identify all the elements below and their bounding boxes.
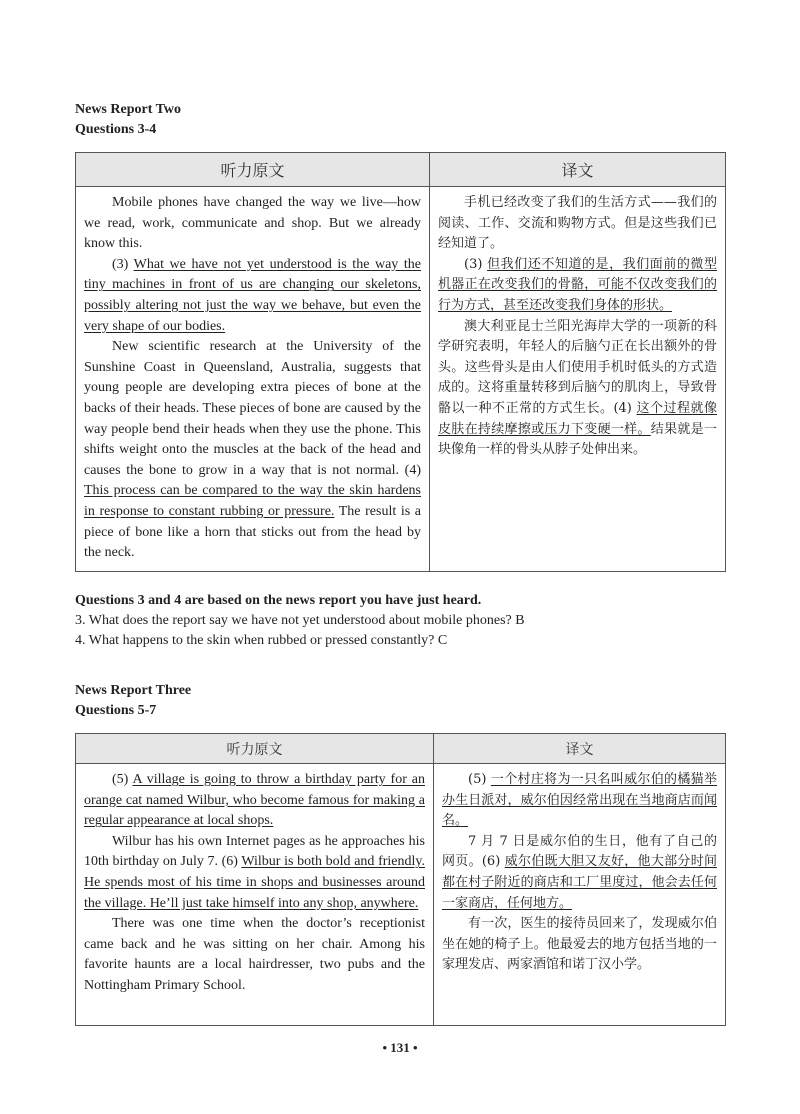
text-run: (5) (468, 772, 491, 787)
underlined-answer-text: 威尔伯既大胆又友好，他大部分时间都在村子附近的商店和工厂里度过，他会去任何一家商店，任何地方。 (442, 854, 717, 911)
paragraph (84, 914, 425, 996)
underlined-answer-text: A village is going to throw a birthday party for an orange cat named Wilbur, who become famous for making a regular appearance at local shops. (84, 772, 425, 829)
text-run: Mobile phones have changed the way we live—how we read, work, communicate and shop. But we already know this. (84, 195, 421, 252)
text-run: (3) (112, 256, 134, 272)
text-run: 澳大利亚昆士兰阳光海岸大学的一项新的科学研究表明，年轻人的后脑勺正在长出额外的骨头。这些骨头是由人们使用手机时低头的方式造成的。这将重量转移到后脑勺的肌肉上，导致骨骼以一种不正常的方式生长。(4) (438, 318, 717, 416)
underlined-answer-text: 这个过程就像皮肤在持续摩擦或压力下变硬一样。 (438, 400, 717, 437)
paragraph (442, 770, 717, 832)
underlined-answer-text: Wilbur is both bold and friendly. He spends most of his time in shops and businesses around the village. He’ll just take himself into any shop, anywhere. (84, 854, 425, 911)
underlined-answer-text: This process can be compared to the way the skin hardens in response to constant rubbing or pressure. (84, 483, 421, 519)
report3-transcript-cell (76, 764, 434, 1026)
paragraph (84, 337, 421, 564)
report3-translation-cell (434, 764, 726, 1026)
report2-title: News Report Two (75, 102, 182, 117)
report3-transcript (76, 764, 433, 1001)
text-run: There was one time when the doctor’s receptionist came back and he was sitting on her chair. Among his favorite haunts are a local hairdresser, two pubs and the Nottingham Primary School. (84, 916, 425, 993)
text-run: Wilbur has his own Internet pages as he approaches his 10th birthday on July 7. (6) (84, 833, 425, 870)
report3-table (75, 733, 726, 1026)
text-run: New scientific research at the University of the Sunshine Coast in Queensland, Australia, suggests that young people are developing extra pieces of bone at the backs of their heads. These pieces of bone are caused by the way people bend their heads when they use the phone. This shifts weight onto the muscles at the back of the head and causes the bone to grow in a way that is not normal. (4) (84, 339, 421, 478)
report2-header-transcript: 听力原文 (76, 153, 430, 187)
questions2-heading: Questions 3 and 4 are based on the news report you have just heard. (75, 593, 482, 608)
report3-subtitle: Questions 5-7 (75, 703, 157, 718)
text-run: The result is a piece of bone like a horn that sticks out from the head by the neck. (84, 503, 421, 561)
report3-translation (434, 764, 725, 980)
text-run: 手机已经改变了我们的生活方式——我们的阅读、工作、交流和购物方式。但是这些我们已经知道了。 (438, 195, 717, 252)
text-run: 有一次，医生的接待员回来了，发现威尔伯坐在她的椅子上。他最爱去的地方包括当地的一家理发店、两家酒馆和诺丁汉小学。 (442, 916, 717, 973)
paragraph (84, 255, 421, 337)
report2-transcript (76, 187, 429, 568)
text-run: 结果就是一块像角一样的骨头从脖子处伸出来。 (438, 421, 717, 458)
page-number: • 131 • (382, 1040, 418, 1055)
text-run: (5) (112, 772, 133, 787)
paragraph (84, 770, 425, 832)
underlined-answer-text: 但我们还不知道的是，我们面前的微型机器正在改变我们的骨骼，可能不仅改变我们的行为方式，甚至还改变我们身体的形状。 (438, 256, 717, 313)
text-run: 7 月 7 日是威尔伯的生日，他有了自己的网页。(6) (442, 833, 717, 870)
report2-header-translation: 译文 (430, 153, 726, 187)
paragraph (438, 255, 717, 317)
question-4: 4. What happens to the skin when rubbed or pressed constantly? C (75, 633, 448, 648)
paragraph (438, 193, 717, 255)
report3-title: News Report Three (75, 683, 192, 698)
report2-table (75, 152, 726, 572)
report2-translation (430, 187, 725, 465)
paragraph (442, 832, 717, 914)
report2-transcript-cell (76, 187, 430, 572)
underlined-answer-text: What we have not yet understood is the way the tiny machines in front of us are changing our skeletons, possibly altering not just the way we behave, but even the very shape of our bodies. (84, 256, 421, 334)
report2-translation-cell (430, 187, 726, 572)
paragraph (84, 832, 425, 914)
question-3: 3. What does the report say we have not yet understood about mobile phones? B (75, 613, 525, 628)
text-run: (3) (464, 256, 488, 272)
paragraph (84, 193, 421, 255)
paragraph (438, 317, 717, 461)
report3-header-transcript: 听力原文 (76, 734, 434, 764)
report2-subtitle: Questions 3-4 (75, 122, 157, 137)
underlined-answer-text: 一个村庄将为一只名叫威尔伯的橘猫举办生日派对，威尔伯因经常出现在当地商店而闻名。 (442, 772, 717, 829)
paragraph (442, 914, 717, 976)
report3-header-translation: 译文 (434, 734, 726, 764)
questions2-block (75, 591, 525, 651)
